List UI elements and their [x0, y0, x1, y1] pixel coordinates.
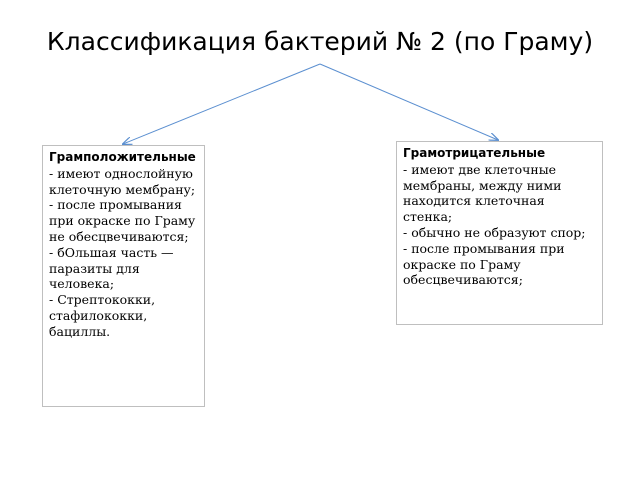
gram-positive-description: - имеют однослойную клеточную мембрану; - после промывания при окраске по Граму не обесцвечиваются; - бОльшая часть — паразиты для человека; - Стрептококки, стафилококки, бациллы.	[49, 165, 196, 339]
gram-negative-heading: Грамотрицательные	[403, 146, 546, 160]
gram-positive-heading: Грамположительные	[49, 150, 196, 164]
gram-negative-box	[396, 141, 603, 325]
gram-negative-description: - имеют две клеточные мембраны, между ними находится клеточная стенка; - обычно не образуют спор; - после промывания при окраске по Граму обесцвечиваются;	[403, 161, 586, 288]
connector-to-gram-negative	[320, 64, 498, 140]
connector-to-gram-positive	[123, 64, 320, 144]
gram-positive-box	[42, 145, 205, 407]
page-title: Классификация бактерий № 2 (по Граму)	[46, 27, 594, 56]
